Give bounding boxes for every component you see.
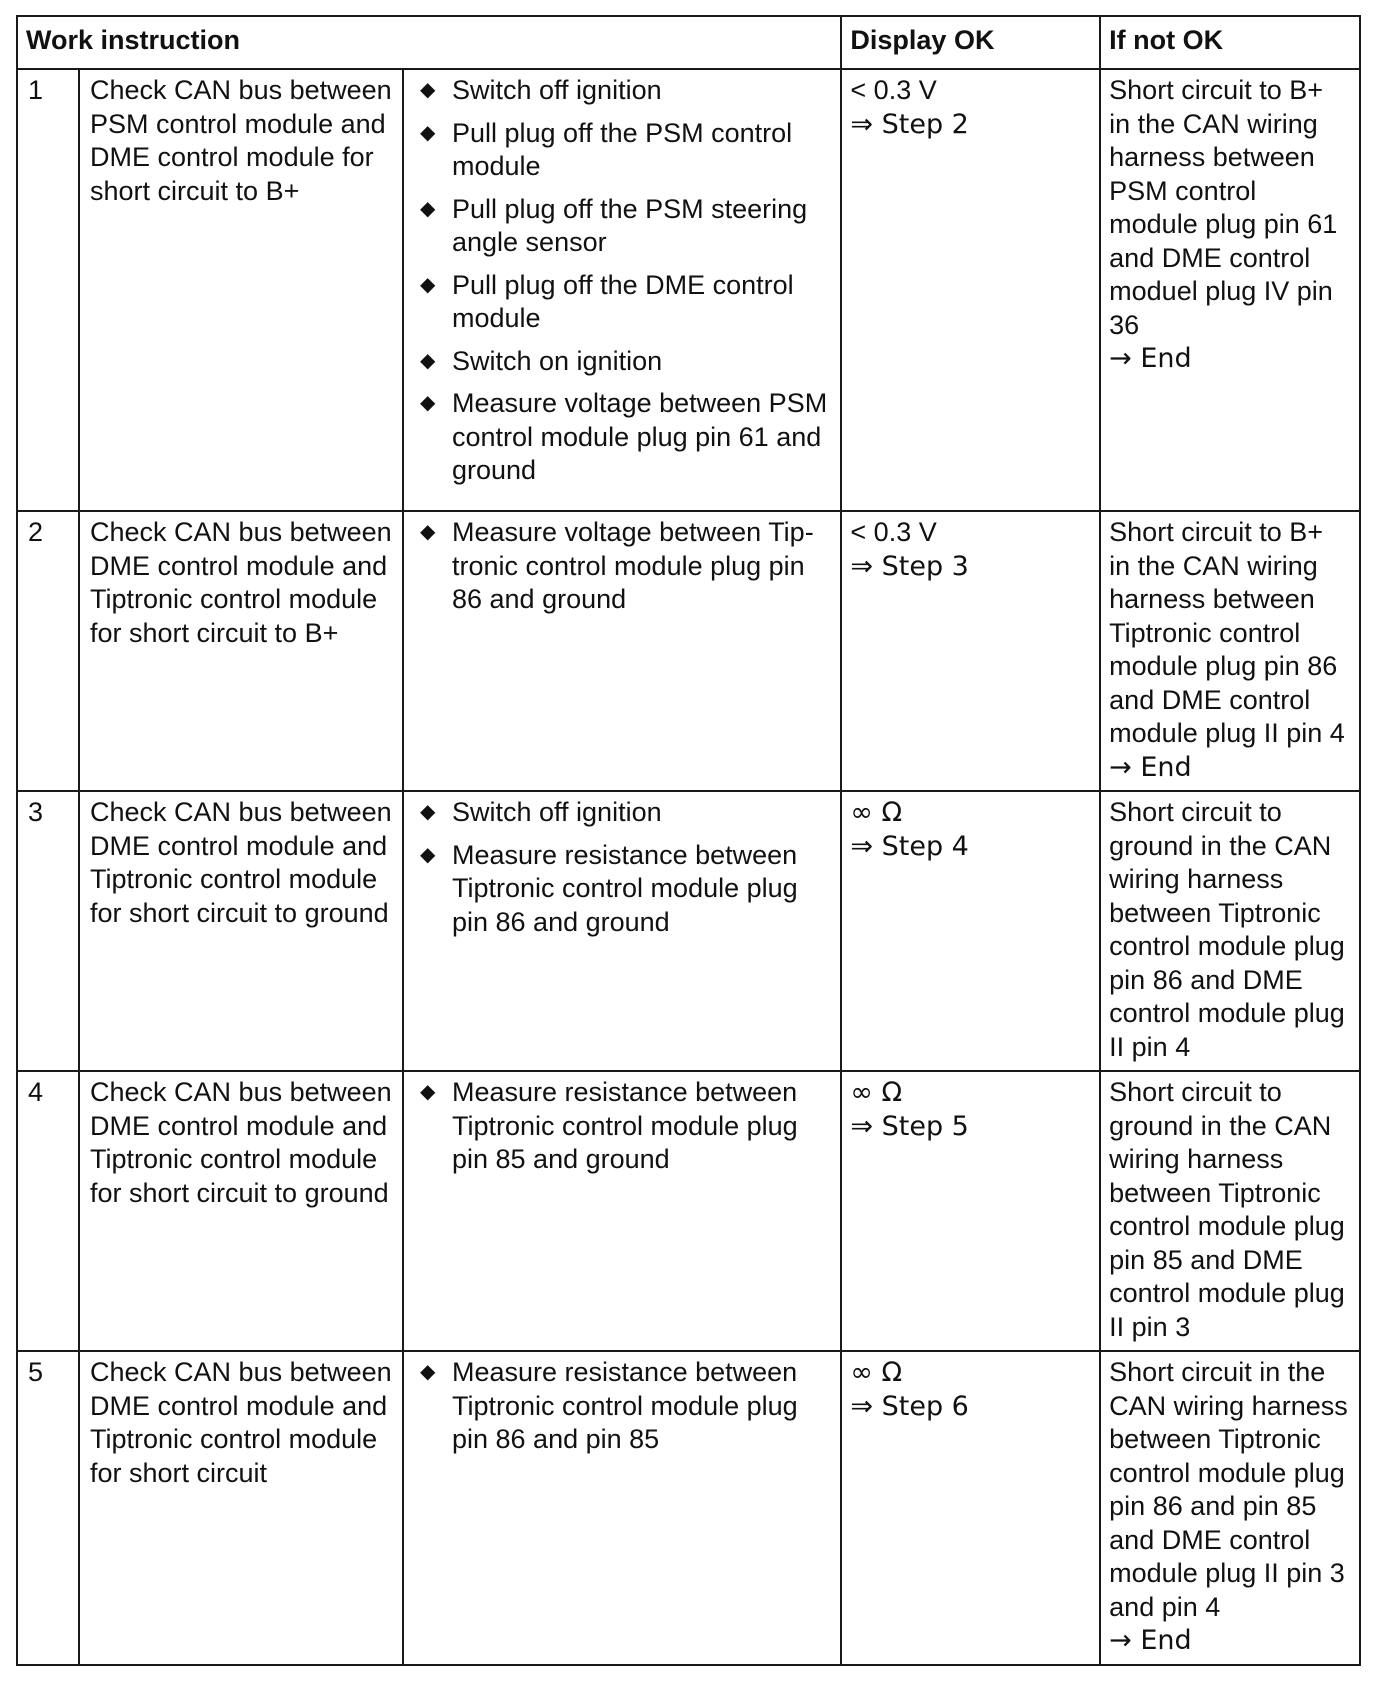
fail-text: Short circuit to ground in the CAN wiring harness between Tiptronic control module plug pin 86 and DME control module plug II pin 4 <box>1109 797 1345 1062</box>
diamond-bullet-icon: ◆ <box>419 1361 436 1383</box>
diamond-bullet-icon: ◆ <box>419 197 436 220</box>
step-actions <box>403 791 841 1071</box>
table-row <box>17 511 1360 791</box>
action-item: ◆ Pull plug off the DME control module <box>419 269 794 333</box>
display-ok-cell <box>841 511 1100 791</box>
fail-next-step: → End <box>1109 1625 1192 1656</box>
display-value: ∞ Ω <box>850 1357 903 1388</box>
step-number: 5 <box>17 1351 79 1665</box>
fail-text: Short circuit to B+ in the CAN wiring harness between Tiptronic control module plug pin 86 and DME control module plug II pin 4 <box>1109 517 1345 748</box>
if-not-ok-cell <box>1100 791 1360 1071</box>
action-item: ◆ Measure voltage between Tip-tronic control module plug pin 86 and ground <box>419 517 814 614</box>
if-not-ok-cell <box>1100 69 1360 511</box>
display-next-step: ⇒ Step 3 <box>850 550 969 582</box>
if-not-ok-cell <box>1100 511 1360 791</box>
diamond-bullet-icon: ◆ <box>419 392 436 414</box>
step-description: Check CAN bus between DME control module and Tiptronic control module for short circuit to ground <box>79 791 403 1071</box>
action-item: ◆ Pull plug off the PSM steering angle sensor <box>419 193 808 257</box>
action-item: ◆ Measure resistance between Tiptronic control module plug pin 85 and ground <box>419 1077 798 1174</box>
work-instruction-table <box>16 15 1361 1666</box>
action-item: ◆ Measure voltage between PSM control module plug pin 61 and ground <box>419 388 828 485</box>
display-next-step: ⇒ Step 5 <box>850 1110 969 1142</box>
step-description: Check CAN bus between DME control module and Tiptronic control module for short circuit to ground <box>79 1071 403 1351</box>
if-not-ok-cell <box>1100 1071 1360 1351</box>
header-row <box>17 16 1360 69</box>
display-value: < 0.3 V <box>850 517 937 547</box>
step-description: Check CAN bus between DME control module and Tiptronic control module for short circuit to B+ <box>79 511 403 791</box>
table-row <box>17 791 1360 1071</box>
step-description: Check CAN bus between PSM control module and DME control module for short circuit to B+ <box>79 69 403 511</box>
action-item: ◆ Switch on ignition <box>412 345 832 379</box>
display-value: ∞ Ω <box>850 1077 903 1108</box>
table-row <box>17 69 1360 511</box>
step-number: 4 <box>17 1071 79 1351</box>
step-actions <box>403 511 841 791</box>
fail-next-step: → End <box>1109 343 1192 374</box>
fail-next-step: → End <box>1109 751 1192 783</box>
header-work-instruction: Work instruction <box>17 16 841 69</box>
step-description: Check CAN bus between DME control module and Tiptronic control module for short circuit <box>79 1351 403 1665</box>
table-row <box>17 1071 1360 1351</box>
display-ok-cell <box>841 1071 1100 1351</box>
display-ok-cell <box>841 791 1100 1071</box>
display-ok-cell <box>841 1351 1100 1665</box>
display-next-step: ⇒ Step 6 <box>850 1390 969 1422</box>
action-item: ◆ Switch off ignition <box>412 796 832 830</box>
display-next-step: ⇒ Step 4 <box>850 830 969 862</box>
action-item: ◆ Measure resistance between Tiptronic control module plug pin 86 and pin 85 <box>419 1357 798 1454</box>
step-actions <box>403 69 841 511</box>
fail-text: Short circuit to B+ in the CAN wiring harness between PSM control module plug pin 61 and DME control moduel plug IV pin 36 <box>1109 75 1338 340</box>
step-actions <box>403 1351 841 1665</box>
action-item: ◆ Measure resistance between Tiptronic control module plug pin 86 and ground <box>419 839 798 937</box>
if-not-ok-cell <box>1100 1351 1360 1665</box>
diamond-bullet-icon: ◆ <box>419 843 436 866</box>
step-number: 2 <box>17 511 79 791</box>
step-number: 1 <box>17 69 79 511</box>
diamond-bullet-icon: ◆ <box>419 121 436 144</box>
step-actions <box>403 1071 841 1351</box>
display-next-step: ⇒ Step 2 <box>850 108 969 140</box>
display-value: < 0.3 V <box>850 75 937 105</box>
table-row <box>17 1351 1360 1665</box>
diamond-bullet-icon: ◆ <box>419 1081 436 1103</box>
diamond-bullet-icon: ◆ <box>419 273 436 296</box>
fail-text: Short circuit to ground in the CAN wiring harness between Tiptronic control module plug pin 85 and DME control module plug II pin 3 <box>1109 1077 1345 1342</box>
header-display-ok: Display OK <box>841 16 1100 69</box>
action-item: ◆ Pull plug off the PSM control module <box>419 117 793 181</box>
step-number: 3 <box>17 791 79 1071</box>
fail-text: Short circuit in the CAN wiring harness between Tiptronic control module plug pin 86 and pin 85 and DME control module plug II pin 3 and pin 4 <box>1109 1357 1348 1622</box>
diamond-bullet-icon: ◆ <box>419 521 436 543</box>
diamond-bullet-icon: ◆ <box>419 79 436 101</box>
header-if-not-ok: If not OK <box>1100 16 1360 69</box>
display-ok-cell <box>841 69 1100 511</box>
display-value: ∞ Ω <box>850 797 903 828</box>
diamond-bullet-icon: ◆ <box>419 801 436 823</box>
diamond-bullet-icon: ◆ <box>419 349 436 372</box>
action-item: ◆ Switch off ignition <box>412 74 832 108</box>
